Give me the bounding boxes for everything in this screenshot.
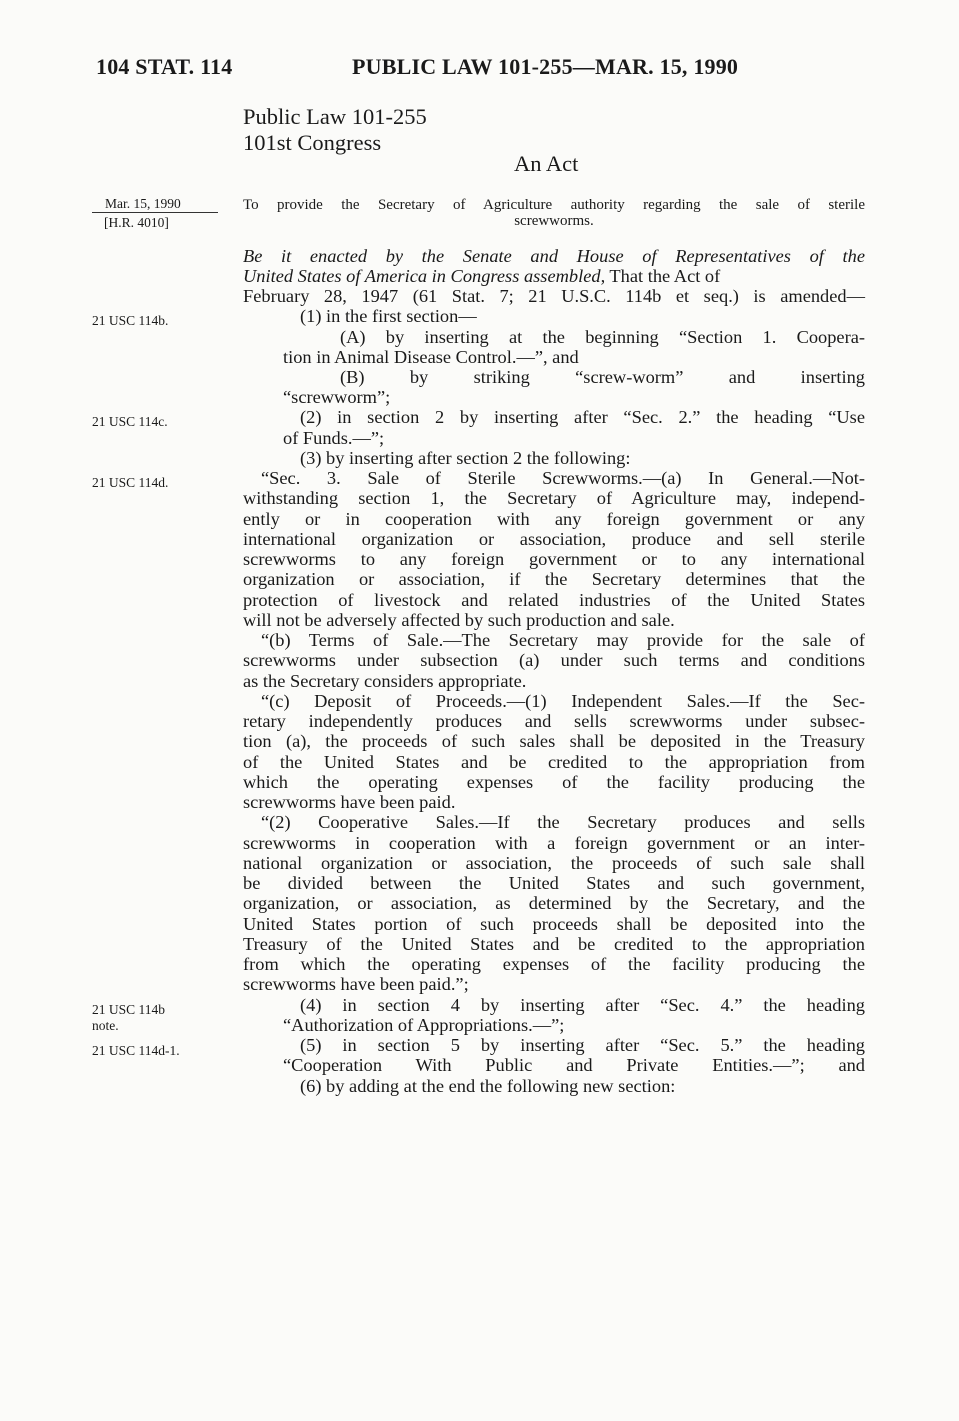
body-line: screwworms under subsection (a) under such terms and conditions [243, 650, 865, 670]
body-line: from which the operating expenses of the facility producing the [243, 954, 865, 974]
act-title: An Act [514, 151, 579, 176]
body-line: ently or in cooperation with any foreign government or any [243, 509, 865, 529]
subsection-c2: “(2) Cooperative Sales.—If the Secretary produces and sells [261, 812, 865, 832]
bill-number: [H.R. 4010] [104, 215, 169, 230]
item-6: (6) by adding at the end the following new section: [300, 1076, 676, 1096]
body-line: as the Secretary considers appropriate. [243, 671, 527, 691]
margin-note: 21 USC 114b. [92, 313, 169, 328]
body-line: retary independently produces and sells screwworms under subsec- [243, 711, 865, 731]
body-line: “Authorization of Appropriations.—”; [283, 1015, 565, 1035]
enacting-clause: Be it enacted by the Senate and House of Representatives of the [243, 246, 865, 266]
body-line: United States portion of such proceeds shall be deposited into the [243, 914, 865, 934]
stat-citation: 104 STAT. 114 [96, 54, 233, 79]
margin-note: 21 USC 114b [92, 1002, 166, 1017]
body-line: “screwworm”; [283, 387, 391, 407]
body-line: will not be adversely affected by such production and sale. [243, 610, 675, 630]
body-line: screwworms to any foreign government or to any international [243, 549, 865, 569]
item-1b: (B) by striking “screw-worm” and inserting [340, 367, 865, 387]
body-line: be divided between the United States and such government, [243, 873, 865, 893]
item-1a: (A) by inserting at the beginning “Section 1. Coopera- [340, 327, 865, 347]
item-4: (4) in section 4 by inserting after “Sec. 4.” the heading [300, 995, 865, 1015]
body-line: tion (a), the proceeds of such sales shall be deposited in the Treasury [243, 731, 865, 751]
subsection-c: “(c) Deposit of Proceeds.—(1) Independent Sales.—If the Sec- [261, 691, 865, 711]
margin-note: 21 USC 114d-1. [92, 1043, 180, 1058]
text: That the Act of [605, 266, 721, 286]
item-1: (1) in the first section— [300, 306, 477, 326]
purpose-line: To provide the Secretary of Agriculture authority regarding the sale of sterile [243, 197, 865, 213]
body-line: organization, or association, as determined by the Secretary, and the [243, 893, 865, 913]
enacting-clause: United States of America in Congress assembled, [243, 266, 606, 286]
section-3-heading: “Sec. 3. Sale of Sterile Screwworms.—(a) In General.—Not- [261, 468, 865, 488]
body-line: which the operating expenses of the facility producing the [243, 772, 865, 792]
item-5: (5) in section 5 by inserting after “Sec. 5.” the heading [300, 1035, 865, 1055]
margin-note: 21 USC 114d. [92, 475, 169, 490]
law-number: Public Law 101-255 [243, 104, 427, 129]
body-line: February 28, 1947 (61 Stat. 7; 21 U.S.C. 114b et seq.) is amended— [243, 286, 865, 306]
body-line: screwworms have been paid. [243, 792, 456, 812]
congress: 101st Congress [243, 130, 382, 155]
item-3: (3) by inserting after section 2 the following: [300, 448, 631, 468]
body-line: national organization or association, the proceeds of such sale shall [243, 853, 865, 873]
margin-note: 21 USC 114c. [92, 414, 168, 429]
body-line: tion in Animal Disease Control.—”, and [283, 347, 579, 367]
purpose-line: screwworms. [514, 213, 594, 229]
enactment-date: Mar. 15, 1990 [105, 196, 181, 211]
running-head: PUBLIC LAW 101-255—MAR. 15, 1990 [352, 54, 739, 79]
body-line: withstanding section 1, the Secretary of Agriculture may, independ- [243, 488, 865, 508]
subsection-b: “(b) Terms of Sale.—The Secretary may provide for the sale of [261, 630, 865, 650]
body-line: screwworms have been paid.”; [243, 974, 469, 994]
body-line: screwworms in cooperation with a foreign government or an inter- [243, 833, 865, 853]
item-2: (2) in section 2 by inserting after “Sec. 2.” the heading “Use [300, 407, 865, 427]
body-line: protection of livestock and related industries of the United States [243, 590, 865, 610]
body-line: organization or association, if the Secretary determines that the [243, 569, 865, 589]
margin-note: note. [92, 1018, 119, 1033]
body-line: of Funds.—”; [283, 428, 385, 448]
enacting-clause-line [243, 266, 720, 286]
body-line: of the United States and be credited to the appropriation from [243, 752, 865, 772]
body-line: international organization or association, produce and sell sterile [243, 529, 865, 549]
body-line: Treasury of the United States and be credited to the appropriation [243, 934, 865, 954]
body-line: “Cooperation With Public and Private Entities.—”; and [283, 1055, 865, 1075]
